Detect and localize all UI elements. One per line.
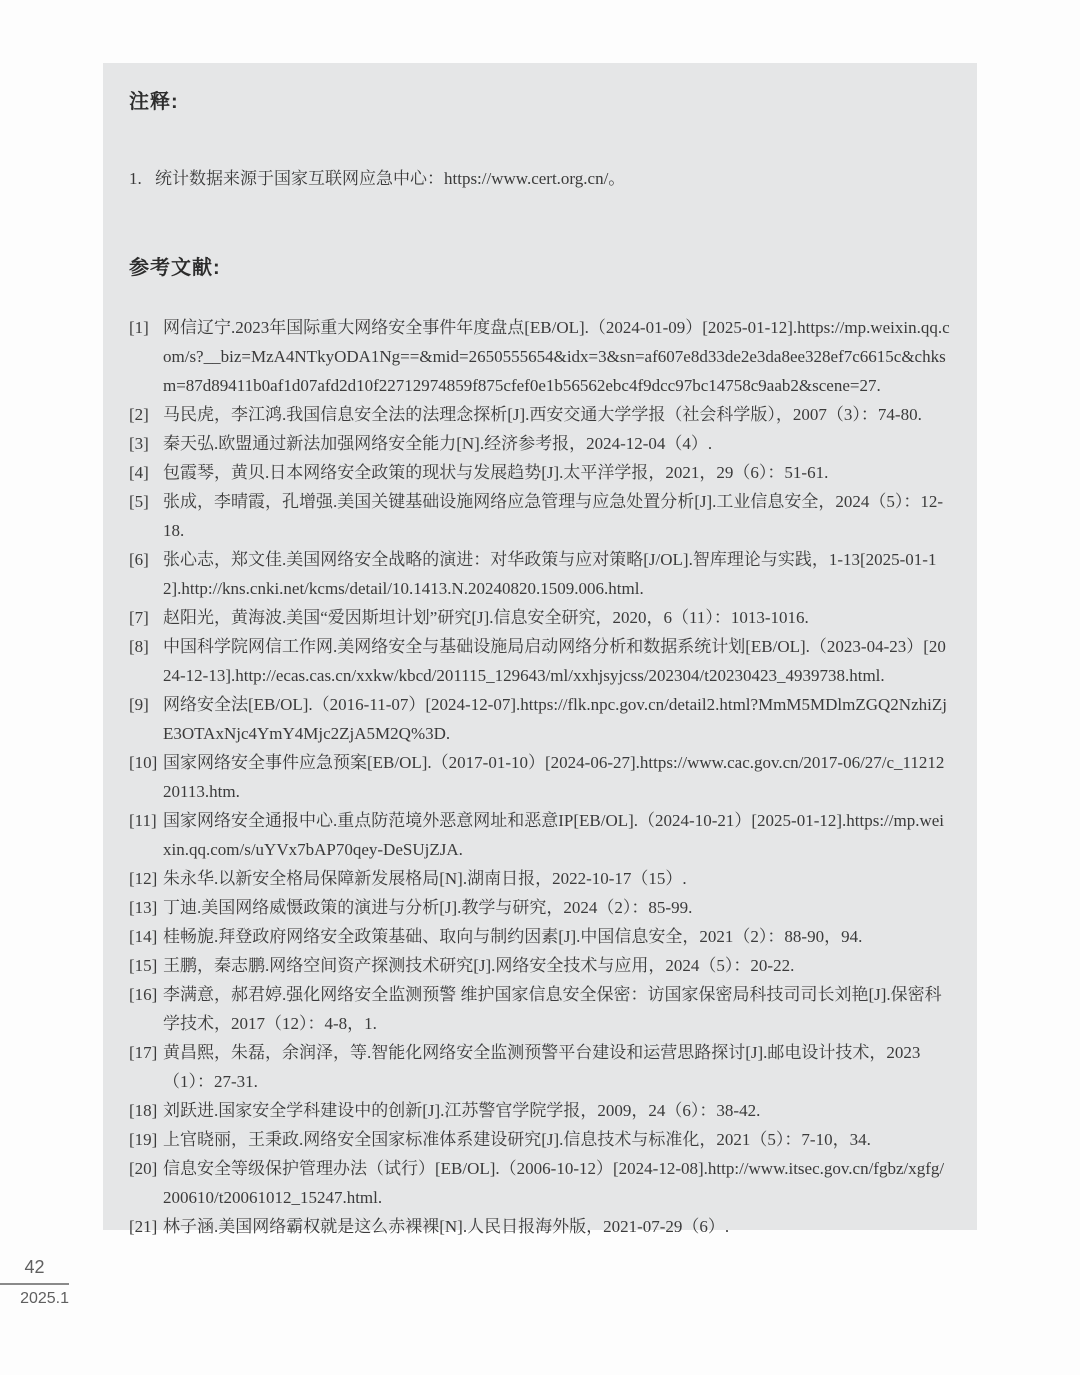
page-footer	[0, 1256, 69, 1309]
reference-item	[129, 487, 951, 545]
reference-number: [8]	[129, 637, 149, 656]
reference-item	[129, 690, 951, 748]
reference-item	[129, 951, 951, 980]
reference-item	[129, 313, 951, 400]
reference-item	[129, 864, 951, 893]
reference-text: 马民虎，李江鸿.我国信息安全法的法理念探析[J].西安交通大学学报（社会科学版），2007（3）：74-80.	[163, 405, 922, 424]
reference-item	[129, 458, 951, 487]
reference-text: 国家网络安全事件应急预案[EB/OL].（2017-01-10）[2024-06-27].https://www.cac.gov.cn/2017-06/27/c_1121220113.htm.	[163, 753, 945, 801]
reference-number: [13]	[129, 898, 158, 917]
reference-number: [9]	[129, 695, 149, 714]
reference-text: 李满意，郝君婷.强化网络安全监测预警 维护国家信息安全保密：访国家保密局科技司司长刘艳[J].保密科学技术，2017（12）：4-8，1.	[163, 985, 942, 1033]
reference-item	[129, 806, 951, 864]
reference-number: [6]	[129, 550, 149, 569]
reference-text: 上官晓丽，王秉政.网络安全国家标准体系建设研究[J].信息技术与标准化，2021（5）：7-10，34.	[163, 1130, 871, 1149]
notes-list	[129, 164, 951, 193]
reference-number: [15]	[129, 956, 158, 975]
reference-item	[129, 545, 951, 603]
reference-text: 信息安全等级保护管理办法（试行）[EB/OL].（2006-10-12）[2024-12-08].http://www.itsec.gov.cn/fgbz/xgfg/200610/t20061012_15247.html.	[163, 1159, 945, 1207]
reference-number: [7]	[129, 608, 149, 627]
reference-text: 网信辽宁.2023年国际重大网络安全事件年度盘点[EB/OL].（2024-01-09）[2025-01-12].https://mp.weixin.qq.com/s?__biz=MzA4NTkyODA1Ng==&mid=2650555654&idx=3&sn=af607e8d33de2e3da8ee328ef7c6615c&chksm=87d89411b0af1d07afd2d10f22712974859f875cfef0e1b56562ebc4f9dcc97bc14758c9aab2&scene=27.	[163, 318, 950, 395]
reference-item	[129, 980, 951, 1038]
reference-text: 黄昌熙，朱磊，余润泽，等.智能化网络安全监测预警平台建设和运营思路探讨[J].邮电设计技术，2023（1）：27-31.	[163, 1043, 921, 1091]
reference-item	[129, 893, 951, 922]
reference-text: 张成，李晴霞，孔增强.美国关键基础设施网络应急管理与应急处置分析[J].工业信息安全，2024（5）：12-18.	[163, 492, 944, 540]
reference-text: 桂畅旎.拜登政府网络安全政策基础、取向与制约因素[J].中国信息安全，2021（2）：88-90，94.	[163, 927, 863, 946]
reference-number: [17]	[129, 1043, 158, 1062]
note-item	[129, 164, 951, 193]
issue-label: 2025.1	[20, 1290, 69, 1307]
reference-item	[129, 1096, 951, 1125]
reference-text: 朱永华.以新安全格局保障新发展格局[N].湖南日报，2022-10-17（15）.	[163, 869, 687, 888]
reference-item	[129, 400, 951, 429]
reference-text: 包霞琴，黄贝.日本网络安全政策的现状与发展趋势[J].太平洋学报，2021，29（6）：51-61.	[163, 463, 829, 482]
reference-item	[129, 603, 951, 632]
notes-heading: 注释:	[129, 91, 179, 113]
reference-number: [12]	[129, 869, 158, 888]
reference-number: [20]	[129, 1159, 158, 1178]
reference-item	[129, 632, 951, 690]
reference-number: [4]	[129, 463, 149, 482]
reference-number: [21]	[129, 1217, 158, 1236]
reference-text: 网络安全法[EB/OL].（2016-11-07）[2024-12-07].https://flk.npc.gov.cn/detail2.html?MmM5MDlmZGQ2NzhiZjE3OTAxNjc4YmY4Mjc2ZjA5M2Q%3D.	[163, 695, 947, 743]
reference-number: [2]	[129, 405, 149, 424]
reference-number: [1]	[129, 318, 149, 337]
reference-number: [16]	[129, 985, 158, 1004]
reference-number: [3]	[129, 434, 149, 453]
reference-item	[129, 429, 951, 458]
note-number: 1.	[129, 169, 142, 188]
reference-number: [10]	[129, 753, 158, 772]
reference-item	[129, 922, 951, 951]
reference-number: [19]	[129, 1130, 158, 1149]
references-heading: 参考文献:	[129, 257, 221, 279]
reference-number: [14]	[129, 927, 158, 946]
reference-text: 林子涵.美国网络霸权就是这么赤裸裸[N].人民日报海外版，2021-07-29（6）.	[163, 1217, 730, 1236]
reference-item	[129, 1125, 951, 1154]
note-text: 统计数据来源于国家互联网应急中心：https://www.cert.org.cn/。	[155, 169, 626, 188]
reference-text: 中国科学院网信工作网.美网络安全与基础设施局启动网络分析和数据系统计划[EB/OL].（2023-04-23）[2024-12-13].http://ecas.cas.cn/xxkw/kbcd/201115_129643/ml/xxhjsyjcss/202304/t20230423_4939738.html.	[163, 637, 946, 685]
reference-text: 赵阳光，黄海波.美国“爱因斯坦计划”研究[J].信息安全研究，2020，6（11）：1013-1016.	[163, 608, 809, 627]
reference-text: 张心志，郑文佳.美国网络安全战略的演进：对华政策与应对策略[J/OL].智库理论与实践，1-13[2025-01-12].http://kns.cnki.net/kcms/detail/10.1413.N.20240820.1509.006.html.	[163, 550, 937, 598]
reference-text: 国家网络安全通报中心.重点防范境外恶意网址和恶意IP[EB/OL].（2024-10-21）[2025-01-12].https://mp.weixin.qq.com/s/uYVx7bAP70qey-DeSUjZJA.	[163, 811, 945, 859]
reference-item	[129, 1212, 951, 1241]
reference-list	[129, 313, 951, 1241]
content-card	[103, 63, 977, 1236]
reference-item	[129, 1038, 951, 1096]
reference-item	[129, 748, 951, 806]
reference-text: 王鹏，秦志鹏.网络空间资产探测技术研究[J].网络安全技术与应用，2024（5）：20-22.	[163, 956, 795, 975]
reference-text: 刘跃进.国家安全学科建设中的创新[J].江苏警官学院学报，2009，24（6）：38-42.	[163, 1101, 761, 1120]
page-number: 42	[0, 1256, 69, 1285]
reference-number: [18]	[129, 1101, 158, 1120]
reference-text: 丁迪.美国网络威慑政策的演进与分析[J].教学与研究，2024（2）：85-99.	[163, 898, 693, 917]
reference-number: [11]	[129, 811, 157, 830]
reference-number: [5]	[129, 492, 149, 511]
reference-item	[129, 1154, 951, 1212]
reference-text: 秦天弘.欧盟通过新法加强网络安全能力[N].经济参考报，2024-12-04（4）.	[163, 434, 713, 453]
